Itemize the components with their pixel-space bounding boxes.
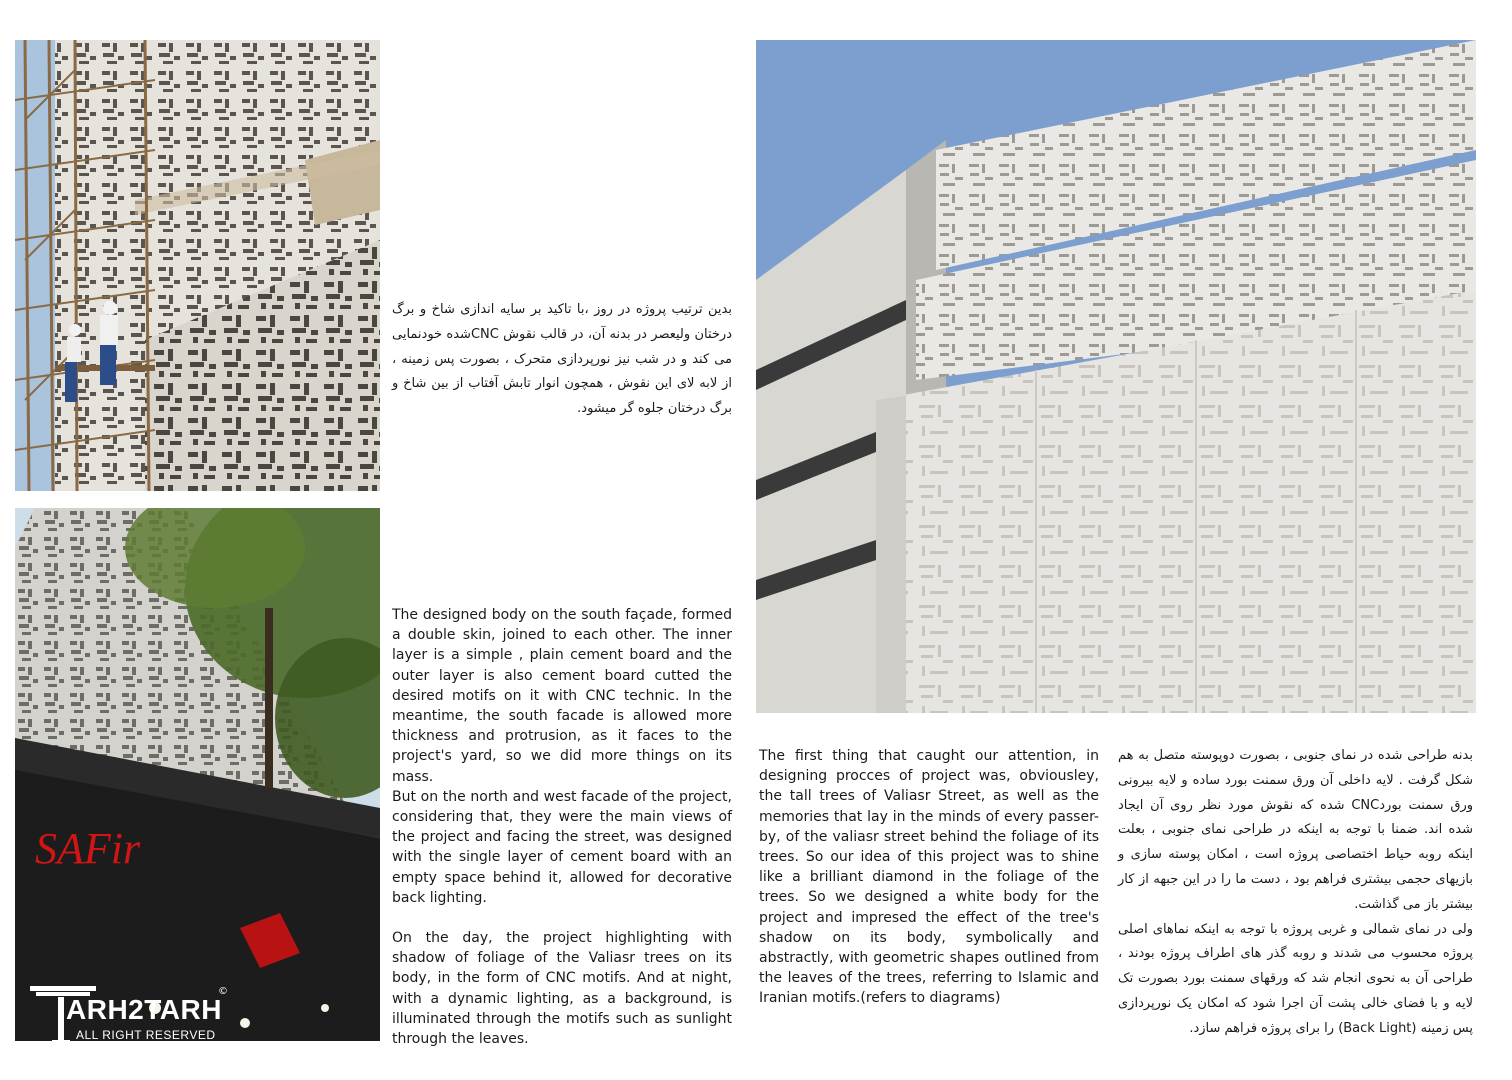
persian-text-right (1118, 744, 1473, 1042)
persian-right-para1: بدنه طراحی شده در نمای جنوبی ، بصورت دوپوسته متصل به هم شکل گرفت . لایه داخلی آن ورق سمنت بورد ساده و لایه بیرونی ورق سمنت بوردCNC شده که نقوش مورد نظر روی آن ایجاد شده اند. ضمنا با توجه به اینکه در طراحی نمای جنوبی ، بعلت اینکه روبه حیاط اختصاصی پروژه است ، امکان پوسته سازی و بازیهای حجمی بیشتری فراهم بود ، دست ما را در این جبهه از کار بیشتر باز می گذاشت. (1118, 748, 1473, 912)
english-text-middle (759, 746, 1099, 1009)
safir-sign: SAFir (35, 824, 141, 873)
persian-text-top (392, 298, 732, 422)
tarh2tarh-logo (28, 984, 238, 1050)
photo-street-facade-night (15, 508, 380, 1041)
english-left-para1: The designed body on the south façade, formed a double skin, joined to each other. The inner layer is a simple , plain cement board and the outer layer is also cement board cutted the desired motifs on it with CNC technic. In the meantime, the south facade is allowed more thickness and protrusion, as it faces to the project's yard, so we did more things on its mass. (392, 607, 732, 785)
persian-top-paragraph: بدین ترتیب پروژه در روز ،با تاکید بر سایه اندازی شاخ و برگ درختان ولیعصر در بدنه آن، در قالب نقوش CNCشده خودنمایی می کند و در شب نیز نورپردازی متحرک ، بصورت پس زمینه ، از لابه لای این نقوش ، همچون انوار تابش آفتاب از بین شاخ و برگ درختان جلوه گر میشود. (392, 302, 732, 417)
photo-scaffolding-facade (15, 40, 380, 491)
english-left-para3: On the day, the project highlighting with shadow of foliage of the Valiasr trees on its body, in the form of CNC motifs. And at night, with a dynamic lighting, as a background, is illuminated through the motifs such as sunlight through the leaves. (392, 930, 732, 1048)
persian-right-para2: ولی در نمای شمالی و غربی پروژه با توجه به اینکه نماهای اصلی پروژه محسوب می شدند و روبه گذر های اطراف پروژه بودند ، طراحی آن به نحوی انجام شد که ورقهای سمنت بورد بصورت تک لایه و با فضای خالی پشت آن اجرا شود که امکان یک نورپردازی پس زمینه (Back Light) را برای پروژه فراهم سازد. (1118, 921, 1473, 1036)
english-left-para2: But on the north and west facade of the project, considering that, they were the main views of the project and facing the street, was designed with the single layer of cement board with an empty space behind it, allowed for decorative back lighting. (392, 788, 732, 906)
logo-brand: ARH2TARH (66, 994, 222, 1025)
photo-facade-perspective (756, 40, 1476, 713)
logo-copyright: © (218, 986, 228, 997)
english-middle-paragraph: The first thing that caught our attention, in designing procces of project was, obviousley, the tall trees of Valiasr Street, as well as the memories that lay in the minds of every passer-by, of the valiasr street behind the foliage of its trees. So our idea of this project was to shine like a brilliant diamond in the foliage of the trees. So we designed a white body for the project and impresed the effect of the tree's shadow on its body, symbolically and abstractly, with geometric shapes outlined from the leaves of the trees, referring to Islamic and Iranian motifs.(refers to diagrams) (759, 748, 1099, 1007)
logo-rights: ALL RIGHT RESERVED (76, 1028, 216, 1042)
english-text-left (392, 605, 732, 1049)
